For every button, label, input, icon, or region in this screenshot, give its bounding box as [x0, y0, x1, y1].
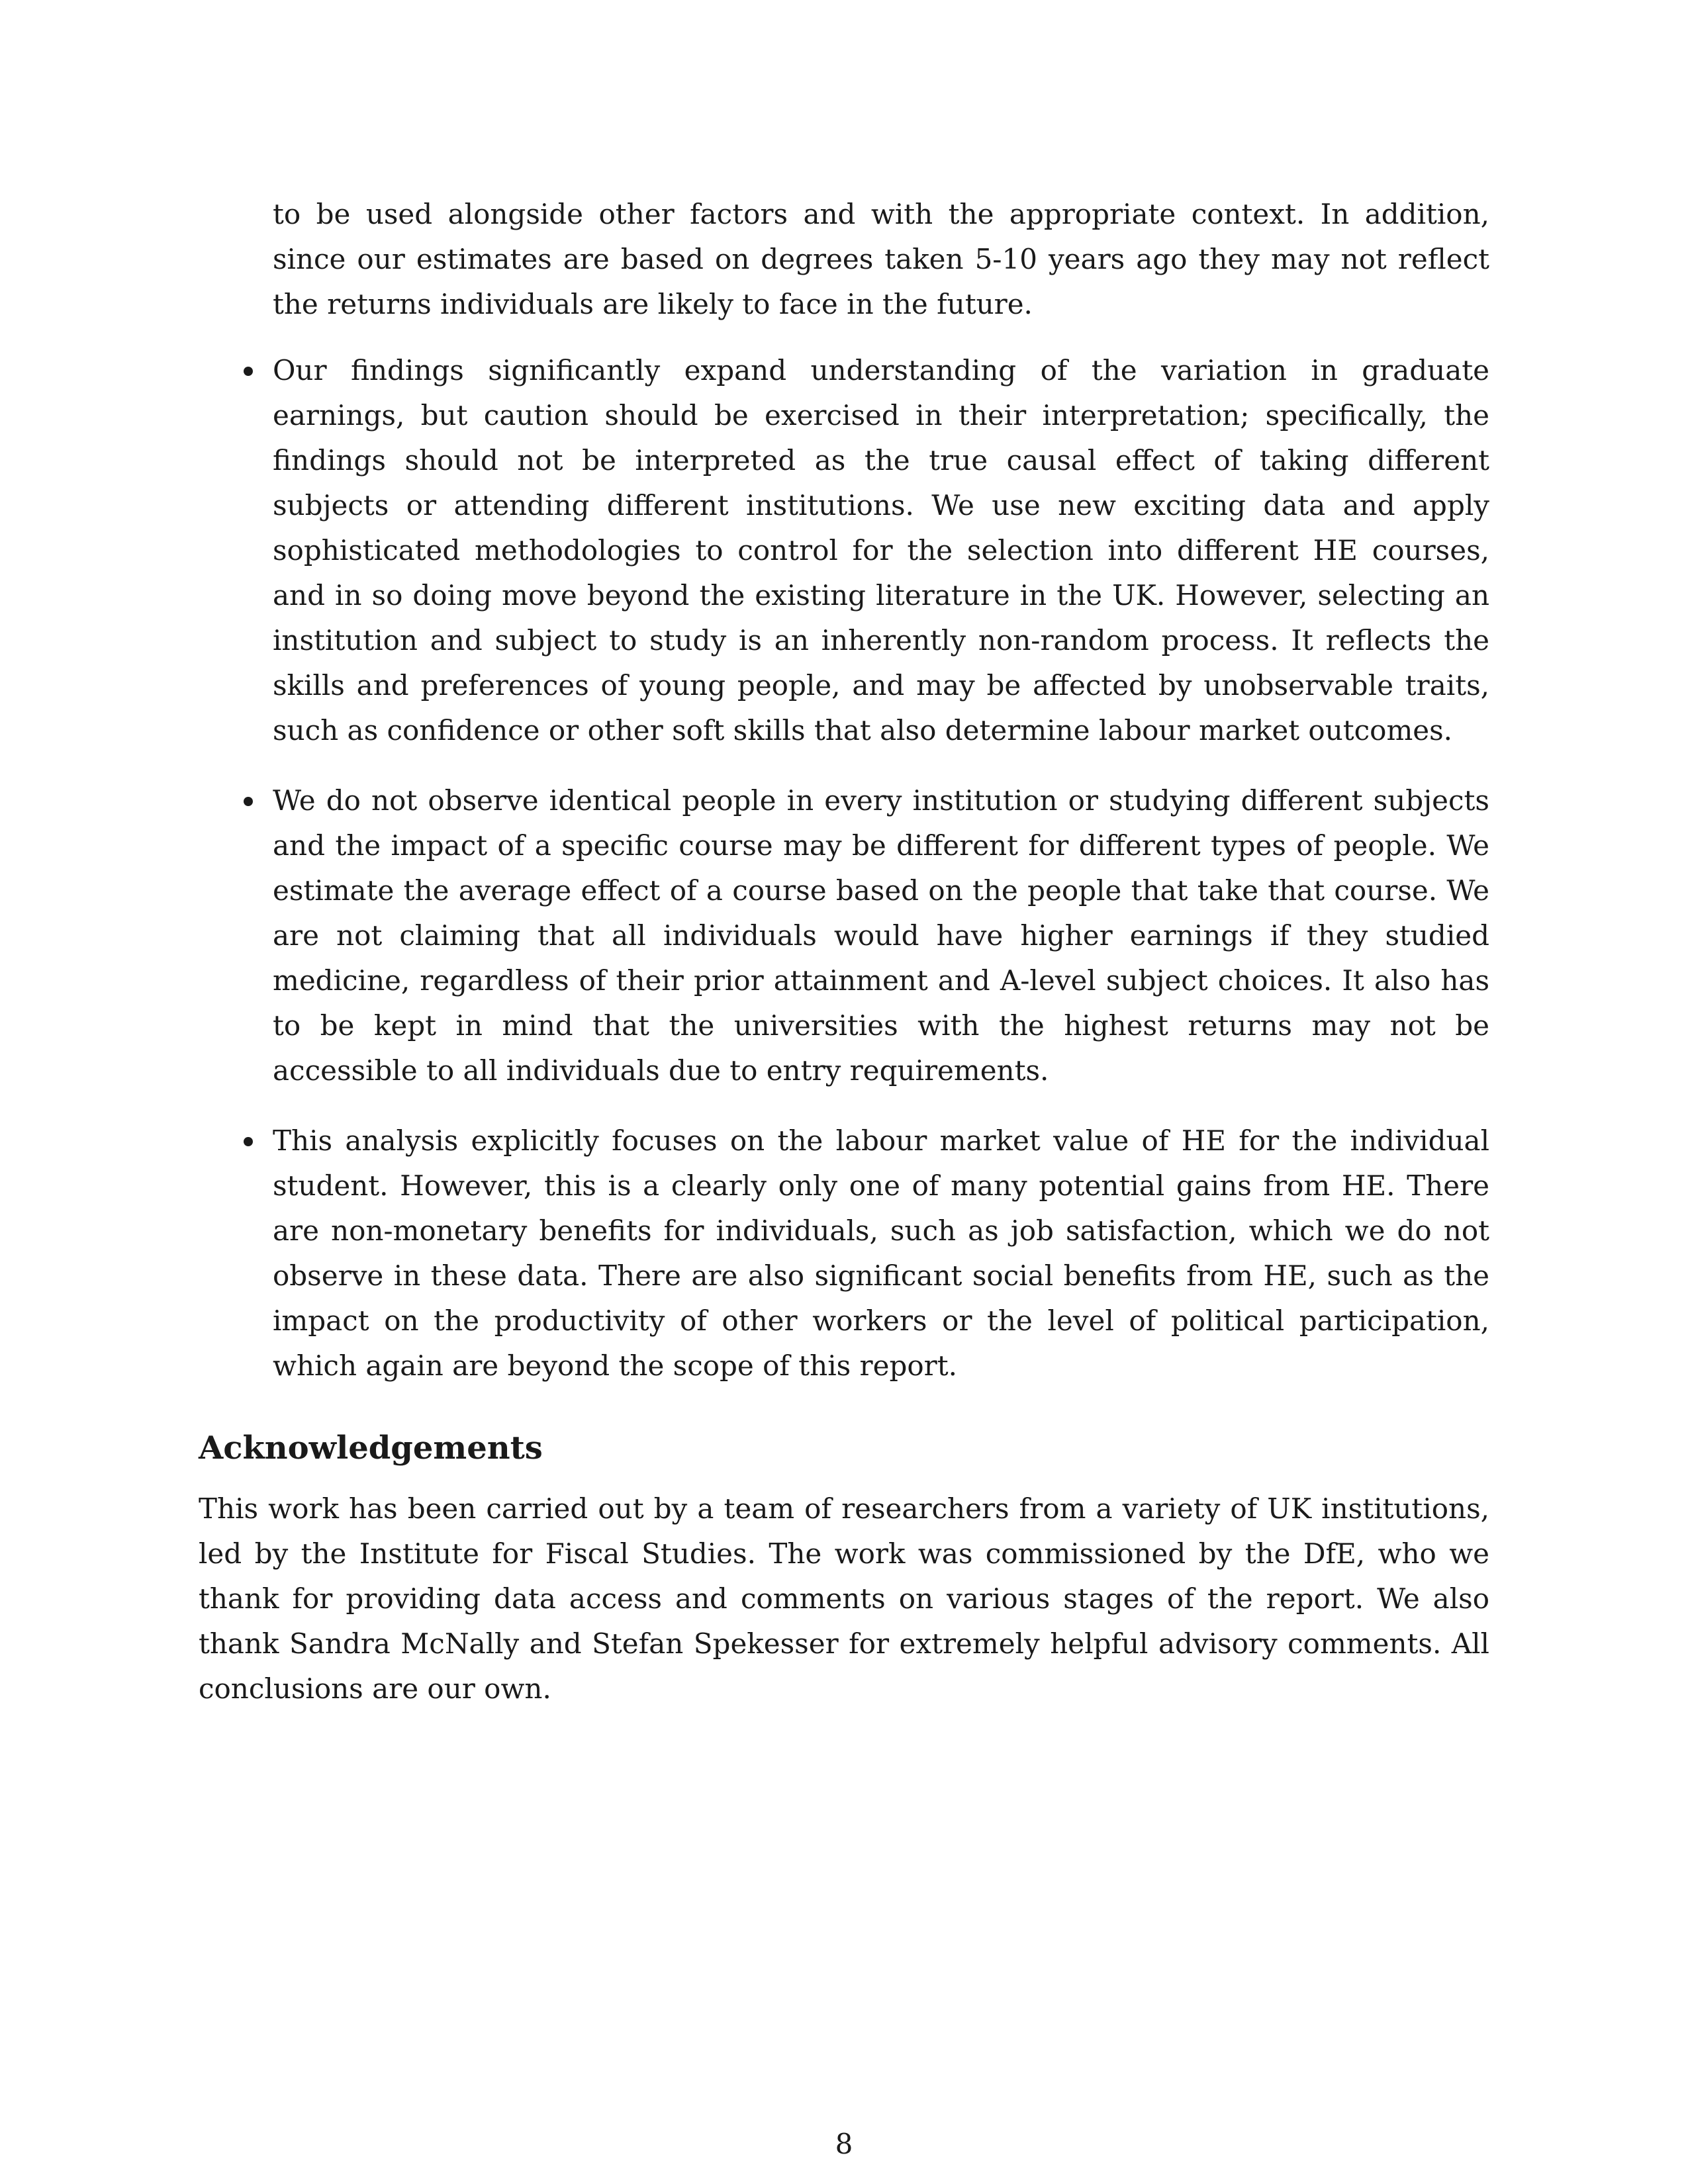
bullet-icon	[244, 1137, 253, 1146]
caveats-list	[199, 348, 1489, 1388]
page-number: 8	[835, 2128, 853, 2160]
document-page	[199, 192, 1489, 1711]
bullet-icon	[244, 367, 253, 376]
list-item	[199, 1118, 1489, 1388]
acknowledgements-paragraph: This work has been carried out by a team of researchers from a variety of UK institutions, led by the Institute for Fiscal Studies. The work was commissioned by the DfE, who we thank for providing data access and comments on various stages of the report. We also thank Sandra McNally and Stefan Spekesser for extremely helpful advisory comments. All conclusions are our own.	[199, 1492, 1489, 1705]
list-item-text: We do not observe identical people in every institution or studying different subjects and the impact of a specific course may be different for different types of people. We estimate the average effect of a course based on the people that take that course. We are not claiming that all individuals would have higher earnings if they studied medicine, regardless of their prior attainment and A-level subject choices. It also has to be kept in mind that the universities with the highest returns may not be accessible to all individuals due to entry requirements.	[273, 784, 1489, 1087]
list-item	[199, 778, 1489, 1093]
continuation-paragraph: to be used alongside other factors and with the appropriate context. In addition, since our estimates are based on degrees taken 5-10 years ago they may not reflect the returns individuals are likely to face in the future.	[273, 198, 1489, 320]
acknowledgements-heading: Acknowledgements	[199, 1430, 543, 1467]
list-item-text: Our findings significantly expand understanding of the variation in graduate earnings, but caution should be exercised in their interpretation; specifically, the findings should not be interpreted as the true causal effect of taking different subjects or attending different institutions. We use new exciting data and apply sophisticated methodologies to control for the selection into different HE courses, and in so doing move beyond the existing literature in the UK. However, selecting an institution and subject to study is an inherently non-random process. It reflects the skills and preferences of young people, and may be affected by unobservable traits, such as confidence or other soft skills that also determine labour market outcomes.	[273, 354, 1489, 747]
bullet-icon	[244, 797, 253, 806]
list-item	[199, 348, 1489, 753]
list-item-text: This analysis explicitly focuses on the labour market value of HE for the individual student. However, this is a clearly only one of many potential gains from HE. There are non-monetary benefits for individuals, such as job satisfaction, which we do not observe in these data. There are also significant social benefits from HE, such as the impact on the productivity of other workers or the level of political participation, which again are beyond the scope of this report.	[273, 1124, 1489, 1382]
